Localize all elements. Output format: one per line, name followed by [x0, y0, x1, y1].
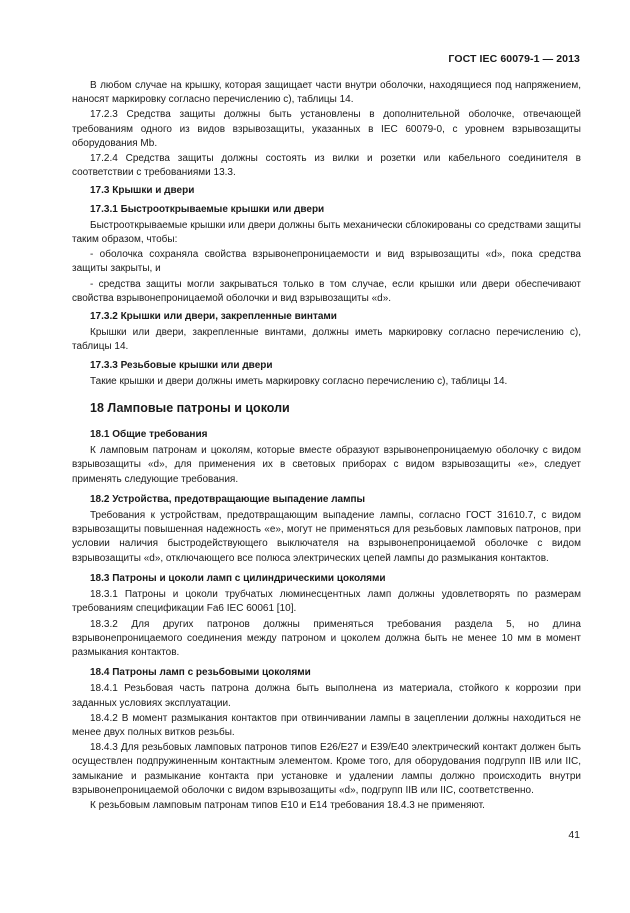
paragraph: К резьбовым ламповым патронам типов Е10 и Е14 требования 18.4.3 не применяют. [90, 799, 485, 811]
section-heading: 18.3 Патроны и цоколи ламп с цилиндрическими цоколями [90, 572, 386, 584]
paragraph: 18.4.3 Для резьбовых ламповых патронов типов Е26/Е27 и Е39/Е40 электрический контакт должен быть осуществлен подпружиненным контактным элементом. Кроме того, для оборудования подгрупп IIB или IIC, замыкание и размыкание контакта при установке и удалении лампы должно происходить внутри взрывонепроницаемой оболочки с видом взрывозащиты «d», подгрупп IIB или IIC, соответственно. [72, 742, 581, 796]
section-heading: 18.1 Общие требования [90, 429, 208, 441]
page-number: 41 [568, 829, 580, 841]
list-item: - оболочка сохраняла свойства взрывонепроницаемости и вид взрывозащиты «d», пока средства защиты закрыты, и [72, 249, 581, 275]
chapter-heading: 18 Ламповые патроны и цоколи [90, 401, 290, 416]
section-heading: 17.3.1 Быстрооткрываемые крышки или двери [90, 203, 325, 215]
paragraph: 17.2.3 Средства защиты должны быть установлены в дополнительной оболочке, отвечающей требованиям одного из видов взрывозащиты, указанных в IEC 60079-0, с уровнем взрывозащиты оборудования Mb. [72, 109, 581, 149]
paragraph: В любом случае на крышку, которая защищает части внутри оболочки, находящиеся под напряжением, наносят маркировку согласно перечислению с), таблицы 14. [72, 80, 581, 106]
section-heading: 17.3 Крышки и двери [90, 185, 195, 197]
paragraph: К ламповым патронам и цоколям, которые вместе образуют взрывонепроницаемую оболочку с видом взрывозащиты «d», для применения их в световых приборах с видом взрывозащиты «е», следует применять следующие требования. [72, 445, 581, 485]
paragraph: 17.2.4 Средства защиты должны состоять из вилки и розетки или кабельного соединителя в соответствии с требованиями 13.3. [72, 153, 581, 179]
list-item: - средства защиты могли закрываться только в том случае, если крышки или двери обеспечивают свойства взрывонепроницаемой оболочки и вид взрывозащиты «d». [72, 278, 581, 304]
section-heading: 17.3.2 Крышки или двери, закрепленные винтами [90, 311, 337, 323]
paragraph: 18.3.1 Патроны и цоколи трубчатых люминесцентных ламп должны удовлетворять по размерам требованиям спецификации Fa6 IEC 60061 [10]. [72, 589, 581, 615]
paragraph: 18.3.2 Для других патронов должны применяться требования раздела 5, но длина взрывонепроницаемого соединения между патроном и цоколем должна быть не менее 10 мм в момент размыкания контактов. [72, 618, 581, 658]
paragraph: Требования к устройствам, предотвращающим выпадение лампы, согласно ГОСТ 31610.7, с видом взрывозащиты повышенная надежность «е», могут не применяться для резьбовых ламповых патронов, при условии наличия быстродействующего выключателя на взрывонепроницаемой оболочке с видом взрывозащиты «d», отключающего все полюса электрических цепей лампы до размыкания контактов. [72, 510, 581, 564]
paragraph: Такие крышки и двери должны иметь маркировку согласно перечислению с), таблицы 14. [90, 375, 508, 387]
section-heading: 17.3.3 Резьбовые крышки или двери [90, 359, 273, 371]
paragraph: Быстрооткрываемые крышки или двери должны быть механически сблокированы со средствами защиты таким образом, чтобы: [72, 219, 581, 246]
document-header: ГОСТ IEC 60079-1 — 2013 [448, 53, 580, 65]
paragraph: Крышки или двери, закрепленные винтами, должны иметь маркировку согласно перечислению с), таблицы 14. [72, 327, 581, 353]
paragraph: 18.4.1 Резьбовая часть патрона должна быть выполнена из материала, стойкого к коррозии при заданных условиях эксплуатации. [72, 683, 581, 709]
section-heading: 18.4 Патроны ламп с резьбовыми цоколями [90, 667, 311, 679]
document-body [72, 79, 581, 814]
paragraph: 18.4.2 В момент размыкания контактов при отвинчивании лампы в зацеплении должны находиться не менее двух полных витков резьбы. [72, 712, 581, 738]
section-heading: 18.2 Устройства, предотвращающие выпадение лампы [90, 493, 366, 505]
